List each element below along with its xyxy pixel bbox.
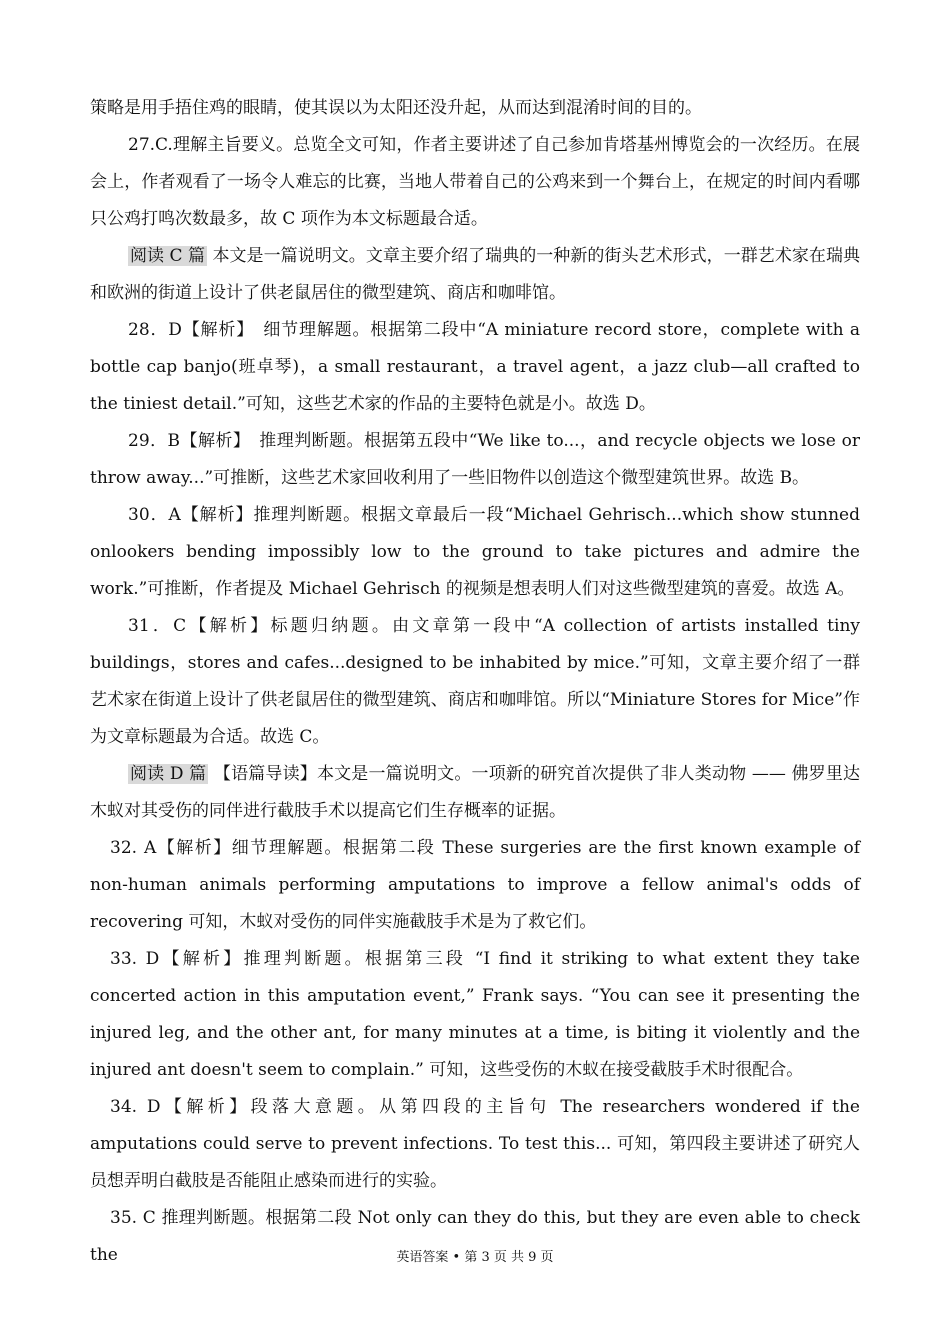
- answer-31: 31．C【解析】标题归纳题。由文章第一段中“A collection of artists installed tiny buildings，stores and cafes...designed to be inhabited by mice.”可知，文章主要介绍了一群艺术家在街道上设计了供老鼠居住的微型建筑、商店和咖啡馆。所以“Miniature Stores for Mice”作为文章标题最为合适。故选 C。: [90, 616, 860, 747]
- answer-28: 28．D【解析】 细节理解题。根据第二段中“A miniature record store，complete with a bottle cap banjo(班卓琴)，a small restaurant，a travel agent，a jazz club—all crafted to the tiniest detail.”可知，这些艺术家的作品的主要特色就是小。故选 D。: [90, 320, 860, 414]
- answer-page: [90, 90, 860, 1274]
- reading-d-tag: 阅读 D 篇: [130, 764, 207, 784]
- answer-34: 34. D【解析】段落大意题。从第四段的主旨句 The researchers wondered if the amputations could serve to prevent infections. To test this... 可知，第四段主要讲述了研究人员想弄明白截肢是否能阻止感染而进行的实验。: [90, 1097, 860, 1191]
- answer-33: 33. D【解析】推理判断题。根据第三段 “I find it striking to what extent they take concerted action in this amputation event,” Frank says. “You can see it presenting the injured leg, and the other ant, for many minutes at a time, is biting it violently and the injured ant doesn't seem to complain.” 可知，这些受伤的木蚁在接受截肢手术时很配合。: [90, 949, 860, 1080]
- answer-35: 35. C 推理判断题。根据第二段 Not only can they do this, but they are even able to check the: [90, 1208, 860, 1265]
- answer-27: 27.C.理解主旨要义。总览全文可知，作者主要讲述了自己参加肯塔基州博览会的一次经历。在展会上，作者观看了一场令人难忘的比赛，当地人带着自己的公鸡来到一个舞台上，在规定的时间内看哪只公鸡打鸣次数最多，故 C 项作为本文标题最合适。: [90, 135, 860, 229]
- reading-d-text: 【语篇导读】本文是一篇说明文。一项新的研究首次提供了非人类动物 —— 佛罗里达木蚁对其受伤的同伴进行截肢手术以提高它们生存概率的证据。: [90, 764, 860, 821]
- answer-30: 30．A【解析】推理判断题。根据文章最后一段“Michael Gehrisch...which show stunned onlookers bending impossibly low to the ground to take pictures and admire the work.”可推断，作者提及 Michael Gehrisch 的视频是想表明人们对这些微型建筑的喜爱。故选 A。: [90, 505, 860, 599]
- page-footer: 英语答案 • 第 3 页 共 9 页: [396, 1250, 554, 1265]
- reading-c-intro: [90, 238, 860, 312]
- reading-c-text: 本文是一篇说明文。文章主要介绍了瑞典的一种新的街头艺术形式，一群艺术家在瑞典和欧洲的街道上设计了供老鼠居住的微型建筑、商店和咖啡馆。: [90, 246, 860, 303]
- answer-29: 29．B【解析】 推理判断题。根据第五段中“We like to...，and recycle objects we lose or throw away...”可推断，这些艺术家回收利用了一些旧物件以创造这个微型建筑世界。故选 B。: [90, 431, 860, 488]
- reading-c-tag: 阅读 C 篇: [130, 246, 206, 266]
- paragraph-intro: 策略是用手捂住鸡的眼睛，使其误以为太阳还没升起，从而达到混淆时间的目的。: [90, 98, 702, 118]
- reading-d-intro: [90, 756, 860, 830]
- answer-32: 32. A【解析】细节理解题。根据第二段 These surgeries are the first known example of non-human animals performing amputations to improve a fellow animal's odds of recovering 可知，木蚁对受伤的同伴实施截肢手术是为了救它们。: [90, 838, 860, 932]
